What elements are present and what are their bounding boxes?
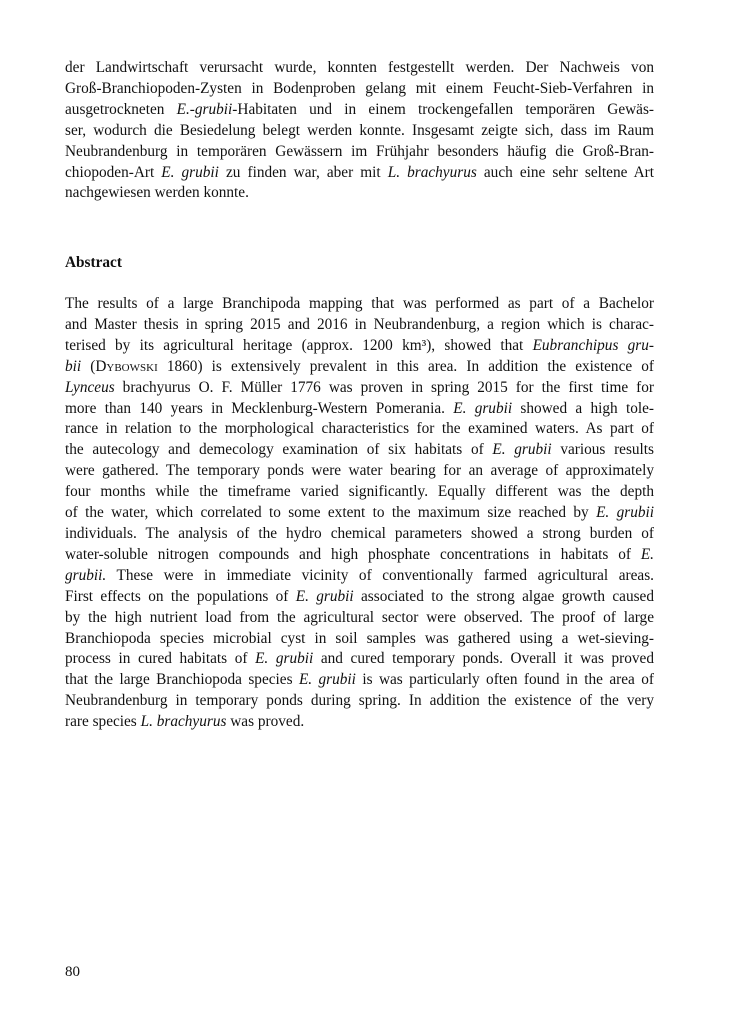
italic-text: grubii. <box>65 566 107 584</box>
abstract-paragraph <box>65 294 654 733</box>
text-line <box>65 100 654 121</box>
text-segment: ( <box>81 357 96 375</box>
text-segment: rance in relation to the morphological characteristics for the examined waters. As part of <box>65 420 654 438</box>
text-segment: Neubrandenburg in temporary ponds during spring. In addition the existence of the very <box>65 692 654 710</box>
text-line <box>65 670 654 691</box>
text-segment: and cured temporary ponds. Overall it was proved <box>313 650 654 668</box>
text-segment: is was particularly often found in the area of <box>355 671 654 689</box>
text-segment: der Landwirtschaft verursacht wurde, konnten festgestellt werden. Der Nachweis von <box>65 59 654 76</box>
text-segment: Branchiopoda species microbial cyst in soil samples was gathered using a wet-sieving- <box>65 629 654 647</box>
italic-text: E. grubii <box>255 650 314 668</box>
text-line <box>65 58 654 79</box>
text-segment: Neubrandenburg in temporären Gewässern im Frühjahr besonders häufig die Groß-Bran- <box>65 142 654 160</box>
text-segment: process in cured habitats of <box>65 650 256 668</box>
italic-text: Lynceus <box>65 378 115 396</box>
text-line <box>65 691 654 712</box>
text-segment: were gathered. The temporary ponds were water bearing for an average of approximately <box>65 462 654 480</box>
text-segment: auch eine sehr seltene Art <box>476 163 655 181</box>
text-segment: more than 140 years in Mecklenburg-Western Pomerania. <box>65 399 454 417</box>
text-segment: First effects on the populations of <box>65 587 296 605</box>
text-line <box>65 183 654 204</box>
text-line <box>65 587 654 608</box>
text-segment: zu finden war, aber mit <box>218 163 388 181</box>
italic-text: E. grubii <box>596 504 654 522</box>
italic-text: E. <box>640 545 654 563</box>
text-segment: The results of a large Branchipoda mapping that was performed as part of a Bachelor <box>65 295 654 312</box>
text-segment: 1860) is extensively prevalent in this area. In addition the existence of <box>157 357 654 375</box>
text-segment: was proved. <box>226 713 305 731</box>
italic-text: L. brachyurus <box>140 713 227 731</box>
text-line <box>65 461 654 482</box>
text-line <box>65 121 654 142</box>
italic-text: E.-grubii <box>176 100 233 118</box>
text-line <box>65 440 654 461</box>
text-segment: Groß-Branchiopoden-Zysten in Bodenproben gelang mit einem Feucht-Sieb-Verfahren in <box>65 79 654 97</box>
text-segment: showed a high tole- <box>512 399 654 417</box>
text-segment: and Master thesis in spring 2015 and 2016 in Neubrandenburg, a region which is charac- <box>65 315 654 333</box>
text-line <box>65 712 654 733</box>
italic-text: E. grubii <box>298 671 356 689</box>
text-line <box>65 503 654 524</box>
text-segment: terised by its agricultural heritage (approx. 1200 km³), showed that <box>65 336 533 354</box>
italic-text: E. grubii <box>295 587 354 605</box>
italic-text: bii <box>65 357 82 375</box>
text-segment: ausgetrockneten <box>65 100 177 118</box>
page-number: 80 <box>65 964 80 980</box>
text-segment: rare species <box>65 713 141 731</box>
text-line <box>65 163 654 184</box>
text-line <box>65 336 654 357</box>
text-segment: -Habitaten und in einem trockengefallen temporären Gewäs- <box>232 100 654 118</box>
italic-text: E. grubii <box>492 441 552 459</box>
text-line <box>65 419 654 440</box>
text-line <box>65 566 654 587</box>
abstract-heading: Abstract <box>65 254 122 271</box>
small-caps-text: Dybowski <box>95 357 158 375</box>
german-summary-paragraph <box>65 58 654 204</box>
text-segment: brachyurus O. F. Müller 1776 was proven in spring 2015 for the first time for <box>114 378 654 396</box>
text-segment: These were in immediate vicinity of conventionally farmed agricultural areas. <box>106 566 654 584</box>
text-line <box>65 629 654 650</box>
text-segment: the autecology and demecology examination of six habitats of <box>65 441 493 459</box>
italic-text: E. grubii <box>453 399 513 417</box>
text-line <box>65 142 654 163</box>
text-line <box>65 649 654 670</box>
text-segment: nachgewiesen werden konnte. <box>65 184 249 202</box>
text-line <box>65 482 654 503</box>
text-segment: various results <box>551 441 655 459</box>
text-segment: ser, wodurch die Besiedelung belegt werden konnte. Insgesamt zeigte sich, dass im Raum <box>65 121 654 139</box>
text-line <box>65 294 654 315</box>
text-segment: associated to the strong algae growth caused <box>353 587 655 605</box>
text-segment: individuals. The analysis of the hydro chemical parameters showed a strong burden of <box>65 524 654 542</box>
italic-text: E. grubii <box>161 163 219 181</box>
text-line <box>65 399 654 420</box>
text-line <box>65 608 654 629</box>
text-line <box>65 378 654 399</box>
text-segment: that the large Branchiopoda species <box>65 671 299 689</box>
text-line <box>65 357 654 378</box>
text-segment: four months while the timeframe varied significantly. Equally different was the depth <box>65 483 654 501</box>
text-line <box>65 79 654 100</box>
text-segment: chiopoden-Art <box>65 163 162 181</box>
text-segment: of the water, which correlated to some extent to the maximum size reached by <box>65 504 597 522</box>
italic-text: L. brachyurus <box>387 163 477 181</box>
text-segment: by the high nutrient load from the agricultural sector were observed. The proof of large <box>65 608 654 626</box>
text-segment: water-soluble nitrogen compounds and high phosphate concentrations in habitats of <box>65 545 641 563</box>
text-line <box>65 545 654 566</box>
text-line <box>65 524 654 545</box>
text-line <box>65 315 654 336</box>
italic-text: Eubranchipus gru- <box>532 336 654 354</box>
